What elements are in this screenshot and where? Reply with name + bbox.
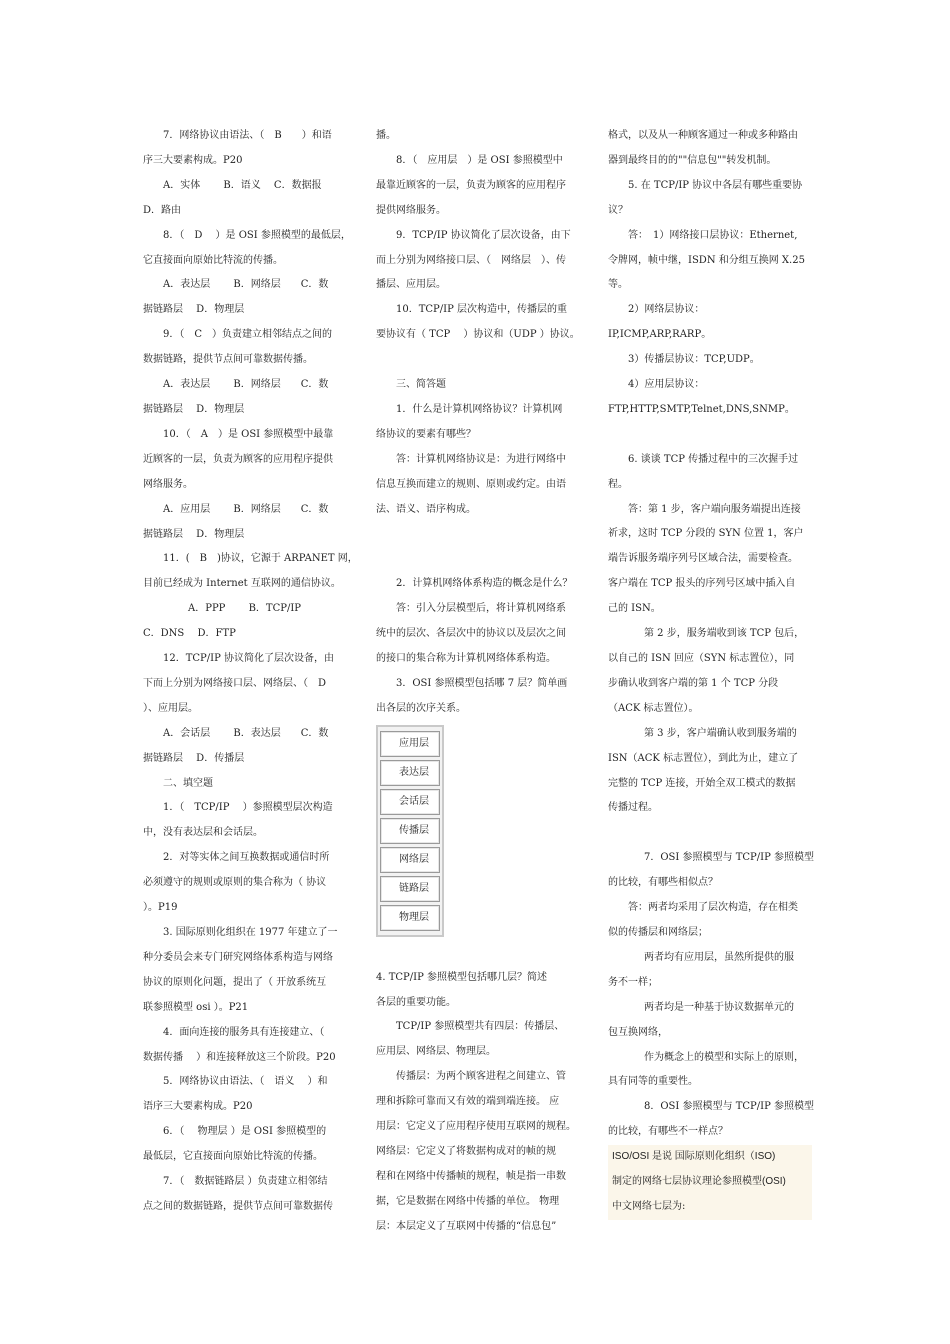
fill-line: 语序三大要素构成。P20 [143, 1101, 253, 1113]
answer-line: 步确认收到客户端的第 1 个 TCP 分段 [608, 677, 779, 689]
fill-line: 8．（ 应用层 ）是 OSI 参照模型中 [396, 154, 563, 166]
answer-line: 令牌网，帧中继，ISDN 和分组互换网 X.25 [608, 254, 805, 266]
question-line: 序三大要素构成。P20 [143, 154, 243, 166]
option-line: 据链路层 D．传播层 [143, 752, 245, 764]
answer-line: 务不一样； [608, 976, 658, 988]
answer-line: 祈求，这时 TCP 分段的 SYN 位置 1，客户 [608, 528, 804, 540]
question-line: 网络服务。 [143, 478, 193, 490]
question-line: 10．（ A ）是 OSI 参照模型中最靠 [163, 428, 334, 440]
option-line: A．实体 B．语义 C．数据报 [163, 179, 322, 191]
answer-line: 答：第 1 步，客户端向服务端提出连接 [628, 503, 801, 515]
answer-line: 2．计算机网络体系构造的概念是什么？ [396, 578, 573, 590]
fill-line: 6．（ 物理层 ）是 OSI 参照模型的 [163, 1126, 327, 1138]
answer-line: 6. 谈谈 TCP 传播过程中的三次握手过 [628, 453, 799, 465]
highlighted-line: 制定的网络七层协议理论参照模型(OSI) [608, 1170, 812, 1195]
highlighted-line: ISO/OSI 是说 国际原则化组织（ISO) [608, 1145, 812, 1170]
option-line: 据链路层 D．物理层 [143, 304, 245, 316]
option-line: A．表达层 B．网络层 C．数 [163, 279, 329, 291]
answer-line: 客户端在 TCP 报头的序列号区域中插入自 [608, 578, 796, 590]
answer-line: 具有同等的重要性。 [608, 1076, 698, 1088]
column-middle [376, 124, 581, 1240]
osi-layer-box: 网络层 [380, 847, 440, 873]
fill-line: 5．网络协议由语法、（ 语义 ）和 [163, 1076, 328, 1088]
answer-line: 器到最终目的的""信息包""转发机制。 [608, 154, 777, 166]
question-line: 数据链路，提供节点间可靠数据传播。 [143, 354, 313, 366]
question-line: 近顾客的一层，负责为顾客的应用程序提供 [143, 453, 333, 465]
fill-line: 4．面向连接的服务具有连接建立、（ [163, 1026, 325, 1038]
answer-line: 据，它是数据在网络中传播的单位。 物理 [376, 1195, 560, 1207]
answer-line: 1．什么是计算机网络协议？计算机网 [396, 403, 563, 415]
fill-line: 最低层，它直接面向原始比特流的传播。 [143, 1151, 323, 1163]
answer-line: 出各层的次序关系。 [376, 702, 466, 714]
answer-line: 2）网络层协议： [628, 304, 705, 316]
osi-layer-stack [376, 725, 444, 937]
fill-line: 3. 国际原则化组织在 1977 年建立了一 [163, 927, 338, 938]
answer-line: 的接口的集合称为计算机网络体系构造。 [376, 652, 556, 664]
osi-layer-box: 物理层 [380, 905, 440, 931]
answer-line: 程和在网络中传播帧的规程，帧是指一串数 [376, 1170, 566, 1182]
answer-line: 格式，以及从一种顾客通过一种或多种路由 [608, 130, 798, 141]
answer-line: 网络层：它定义了将数据构成对的帧的规 [376, 1145, 556, 1157]
option-line: D．路由 [143, 204, 182, 216]
answer-line: 端告诉服务端序列号区域合法，需要检查。 [608, 553, 798, 565]
fill-line: 9．TCP/IP 协议简化了层次设备，由下 [396, 229, 571, 241]
option-line: A．表达层 B．网络层 C．数 [163, 379, 329, 391]
answer-line: 用层：它定义了应用程序使用互联网的规程。 [376, 1121, 576, 1133]
fill-line: 协议的原则化问题，提出了（ 开放系统互 [143, 976, 327, 988]
fill-line: 数据传播 ）和连接释放这三个阶段。P20 [143, 1051, 336, 1063]
answer-line: 法、语义、语序构成。 [376, 503, 476, 515]
answer-line: 答：计算机网络协议是：为进行网络中 [396, 453, 566, 465]
answer-line: 议？ [608, 204, 628, 216]
answer-line: 以自己的 ISN 回应（SYN 标志置位），同 [608, 653, 795, 665]
answer-line: TCP/IP 参照模型共有四层：传播层、 [396, 1021, 565, 1033]
blank-line [376, 547, 581, 572]
answer-line: 答：引入分层模型后，将计算机网络系 [396, 603, 566, 615]
fill-line: 最靠近顾客的一层，负责为顾客的应用程序 [376, 179, 566, 191]
option-line: A．应用层 B．网络层 C．数 [163, 503, 329, 515]
fill-line: 7．（ 数据链路层 ）负责建立相邻结 [163, 1176, 328, 1188]
osi-layer-box: 传播层 [380, 818, 440, 844]
answer-line: 3．OSI 参照模型包括哪 7 层？简单画 [396, 677, 568, 689]
answer-line: 理和拆除可靠而又有效的端到端连接。 应 [376, 1096, 560, 1108]
blank-line [608, 423, 806, 448]
answer-line: 传播过程。 [608, 802, 658, 814]
answer-line: 的比较，有哪些相似点？ [608, 877, 718, 889]
answer-line: 答：两者均采用了层次构造，存在相类 [628, 902, 798, 914]
fill-line: ）。P19 [143, 902, 178, 914]
question-line: 下而上分别为网络接口层、网络层、（ D [143, 677, 327, 689]
option-line: A．PPP B．TCP/IP [188, 603, 302, 615]
fill-line: 种分委员会来专门研究网络体系构造与网络 [143, 951, 333, 963]
answer-line: 己的 ISN。 [608, 603, 661, 615]
answer-line: 层：本层定义了互联网中传播的“信息包” [376, 1220, 557, 1232]
section-heading: 二、填空题 [163, 777, 213, 789]
answer-line: （ACK 标志置位）。 [608, 702, 699, 714]
osi-layer-box: 会话层 [380, 789, 440, 815]
option-line: A．会话层 B．表达层 C．数 [163, 727, 329, 739]
answer-line: 包互换网络， [608, 1026, 668, 1038]
question-line: 11．( B )协议，它源于 ARPANET 网， [163, 553, 358, 565]
answer-line: 似的传播层和网络层； [608, 926, 708, 938]
fill-line: 中，没有表达层和会话层。 [143, 827, 263, 839]
fill-line: 必须遵守的规则或原则的集合称为（ 协议 [143, 877, 327, 889]
answer-line: 7．OSI 参照模型与 TCP/IP 参照模型 [644, 852, 814, 864]
section-heading: 三、简答题 [396, 379, 446, 391]
answer-line: 各层的重要功能。 [376, 996, 456, 1008]
answer-line: FTP,HTTP,SMTP,Telnet,DNS,SNMP。 [608, 403, 795, 415]
blank-line [376, 522, 581, 547]
answer-line: 等。 [608, 279, 628, 291]
fill-line: 联参照模型 osi ）。P21 [143, 1001, 249, 1013]
blank-line [376, 348, 581, 373]
answer-line: 两者均有应用层，虽然所提供的服 [644, 951, 794, 963]
question-line: 8．（ D ）是 OSI 参照模型的最低层， [163, 229, 351, 241]
highlighted-line: 中文网络七层为: [608, 1195, 812, 1220]
fill-line: 要协议有（ TCP ）协议和（UDP ）协议。 [376, 329, 580, 341]
answer-line: 作为概念上的模型和实际上的原则， [644, 1051, 804, 1063]
fill-line: 点之间的数据链路，提供节点间可靠数据传 [143, 1200, 333, 1212]
fill-line: 10．TCP/IP 层次构造中，传播层的重 [396, 304, 568, 316]
fill-line: 2．对等实体之间互换数据或通信时所 [163, 852, 330, 864]
column-right [608, 124, 814, 1220]
answer-line: 信息互换而建立的规则、原则或约定。由语 [376, 478, 566, 490]
answer-line: IP,ICMP,ARP,RARP。 [608, 329, 712, 341]
answer-line: 两者均是一种基于协议数据单元的 [644, 1001, 794, 1013]
answer-line: ISN（ACK 标志置位），到此为止，建立了 [608, 752, 799, 764]
osi-layer-box: 应用层 [380, 731, 440, 757]
fill-line: 播层、应用层。 [376, 279, 446, 291]
answer-line: 应用层、网络层、物理层。 [376, 1046, 496, 1058]
answer-line: 答： 1）网络接口层协议：Ethernet, [628, 229, 798, 241]
answer-line: 统中的层次、各层次中的协议以及层次之间 [376, 628, 566, 640]
osi-layer-box: 表达层 [380, 760, 440, 786]
fill-line: 1．（ TCP/IP ）参照模型层次构造 [163, 802, 333, 814]
answer-line: 第 3 步，客户端确认收到服务端的 [644, 727, 797, 739]
question-line: 它直接面向原始比特流的传播。 [143, 254, 283, 266]
answer-line: 传播层：为两个顾客进程之间建立、管 [396, 1071, 566, 1083]
question-line: 9．（ C ）负责建立相邻结点之间的 [163, 329, 333, 341]
answer-line: 4. TCP/IP 参照模型包括哪几层？简述 [376, 971, 547, 983]
blank-line [376, 941, 581, 966]
fill-line: 提供网络服务。 [376, 204, 446, 216]
question-line: 目前已经成为 Internet 互联网的通信协议。 [143, 578, 341, 590]
answer-line: 第 2 步，服务端收到该 TCP 包后， [644, 628, 805, 640]
answer-line: 5. 在 TCP/IP 协议中各层有哪些重要协 [628, 179, 803, 191]
fill-line: 而上分别为网络接口层、（ 网络层 ）、传 [376, 254, 566, 266]
answer-line: 8．OSI 参照模型与 TCP/IP 参照模型 [644, 1101, 814, 1113]
answer-line: 3）传播层协议：TCP,UDP。 [628, 354, 760, 366]
answer-line: 完整的 TCP 连接，开始全双工模式的数据 [608, 777, 796, 789]
answer-line: 程。 [608, 478, 628, 490]
osi-layer-box: 链路层 [380, 876, 440, 902]
question-line: 12．TCP/IP 协议简化了层次设备，由 [163, 653, 335, 665]
answer-line: 4）应用层协议： [628, 379, 705, 391]
option-line: 据链路层 D．物理层 [143, 528, 245, 540]
column-left [143, 124, 358, 1220]
option-line: 据链路层 D．物理层 [143, 403, 245, 415]
blank-line [608, 821, 806, 846]
option-line: C．DNS D．FTP [143, 628, 236, 640]
question-line: 7．网络协议由语法、（ B ）和语 [163, 130, 332, 141]
answer-line: 的比较，有哪些不一样点？ [608, 1126, 728, 1138]
question-line: ）、应用层。 [143, 702, 198, 714]
answer-line: 络协议的要素有哪些？ [376, 428, 476, 440]
fill-line: 播。 [376, 130, 396, 141]
